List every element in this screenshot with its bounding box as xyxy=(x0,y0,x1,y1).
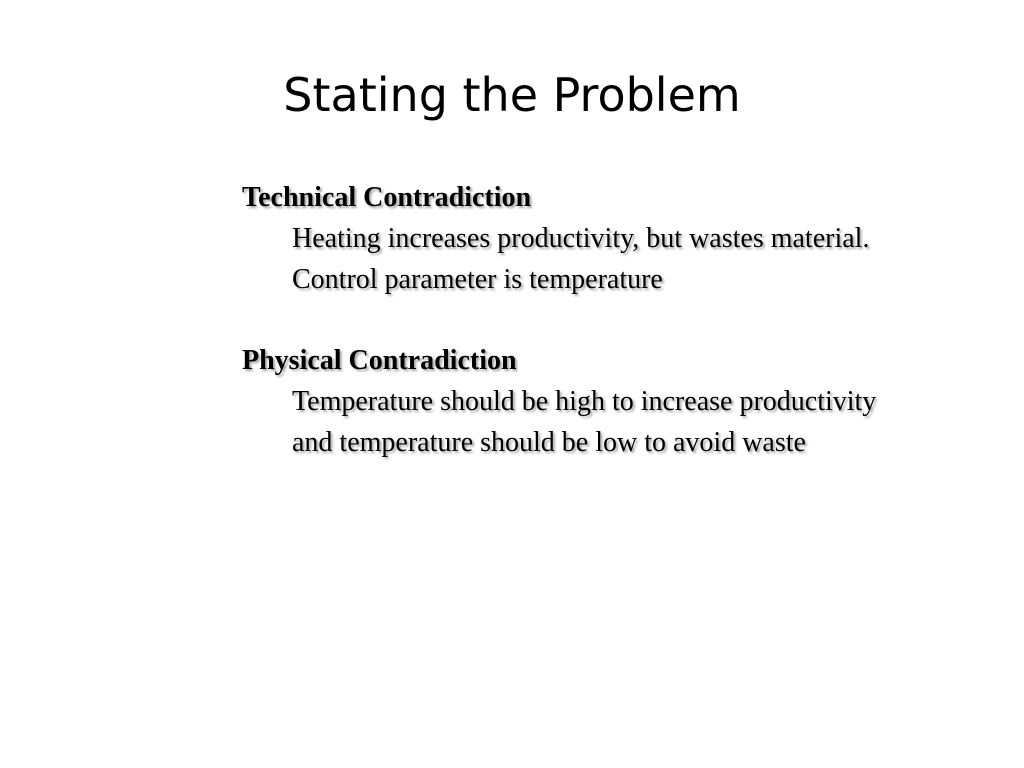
section-line: Temperature should be high to increase productivity and temperature should be low to avoid waste xyxy=(292,386,877,458)
section-line: Control parameter is temperature xyxy=(292,264,663,295)
section-line: Heating increases productivity, but wastes material. xyxy=(292,223,870,254)
section-technical-contradiction xyxy=(242,178,902,300)
section-heading: Physical Contradiction xyxy=(242,345,517,376)
slide-body xyxy=(242,178,902,463)
slide-title: Stating the Problem xyxy=(283,68,741,122)
section-heading: Technical Contradiction xyxy=(242,182,532,213)
section-physical-contradiction xyxy=(242,341,902,463)
